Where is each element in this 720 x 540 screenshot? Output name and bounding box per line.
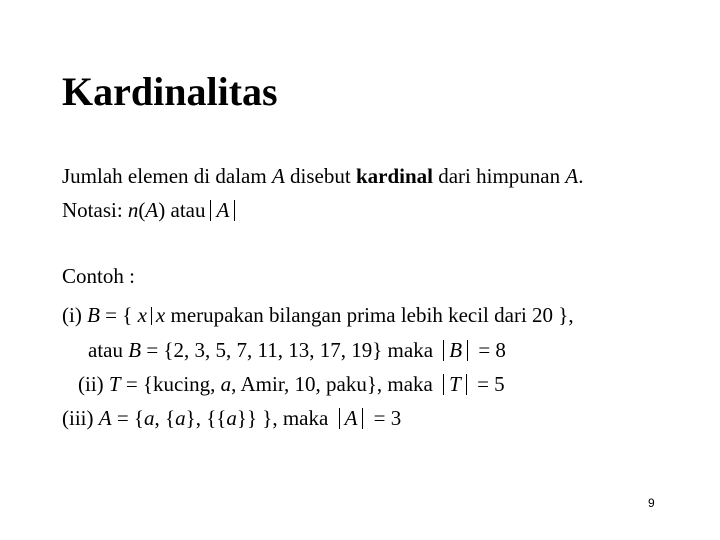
example-label: (ii) bbox=[78, 372, 109, 396]
example-heading: Contoh : bbox=[62, 264, 135, 288]
example-text: merupakan bilangan prima lebih kecil dari 20 }, bbox=[165, 303, 574, 327]
element-symbol: a bbox=[175, 406, 186, 430]
example-text: = 5 bbox=[471, 372, 505, 396]
set-symbol: A bbox=[271, 164, 285, 188]
slide-title: Kardinalitas bbox=[62, 69, 278, 114]
cardinality-bar bbox=[443, 340, 444, 361]
example-text: = 8 bbox=[473, 338, 506, 362]
cardinality-bar bbox=[339, 408, 340, 429]
example-text: }} }, maka bbox=[236, 406, 334, 430]
example-text: = { bbox=[111, 406, 145, 430]
cardinality-bar bbox=[234, 200, 235, 221]
cardinality-bar bbox=[443, 374, 444, 395]
keyword-kardinal: kardinal bbox=[355, 164, 433, 188]
element-symbol: a bbox=[226, 406, 237, 430]
set-symbol: B bbox=[128, 338, 142, 362]
set-symbol: A bbox=[565, 164, 579, 188]
example-i bbox=[62, 305, 574, 326]
cardinality-bar bbox=[466, 374, 467, 395]
example-text: = {kucing, bbox=[120, 372, 221, 396]
example-ii bbox=[78, 374, 505, 395]
notation-text-1: Notasi: bbox=[62, 198, 128, 222]
cardinality-bar bbox=[362, 408, 363, 429]
example-text: = {2, 3, 5, 7, 11, 13, 17, 19} maka bbox=[141, 338, 439, 362]
example-label: (i) bbox=[62, 303, 88, 327]
notation-text-3: ) atau bbox=[158, 198, 206, 222]
notation-line bbox=[62, 200, 240, 221]
example-text: , Amir, 10, paku}, maka bbox=[231, 372, 439, 396]
example-label: (iii) bbox=[62, 406, 99, 430]
set-symbol: T bbox=[108, 372, 121, 396]
example-text: atau bbox=[88, 338, 129, 362]
function-symbol: n bbox=[127, 198, 139, 222]
definition-text-2: disebut bbox=[284, 164, 356, 188]
notation-text-2: ( bbox=[138, 198, 146, 222]
set-symbol: T bbox=[449, 372, 461, 396]
definition-text-1: Jumlah elemen di dalam bbox=[62, 164, 272, 188]
set-symbol: B bbox=[87, 303, 100, 327]
example-text: = 3 bbox=[368, 406, 402, 430]
such-that-bar bbox=[151, 307, 152, 325]
variable-symbol: x bbox=[155, 303, 166, 327]
example-iii bbox=[62, 408, 401, 429]
set-symbol: B bbox=[449, 338, 463, 362]
cardinality-bar bbox=[467, 340, 468, 361]
example-text: = { bbox=[99, 303, 138, 327]
element-symbol: a bbox=[220, 372, 232, 396]
example-text: }, {{ bbox=[185, 406, 227, 430]
definition-text-3: dari himpunan bbox=[432, 164, 566, 188]
example-text: , { bbox=[154, 406, 176, 430]
variable-symbol: x bbox=[137, 303, 147, 327]
page-number: 9 bbox=[648, 496, 655, 510]
element-symbol: a bbox=[144, 406, 155, 430]
definition-text-4: . bbox=[578, 164, 584, 188]
set-symbol: A bbox=[344, 406, 358, 430]
definition-line bbox=[62, 166, 583, 187]
cardinality-bar bbox=[210, 200, 211, 221]
set-symbol: A bbox=[216, 198, 230, 222]
set-symbol: A bbox=[145, 198, 159, 222]
example-i-continued bbox=[88, 340, 506, 361]
set-symbol: A bbox=[98, 406, 112, 430]
